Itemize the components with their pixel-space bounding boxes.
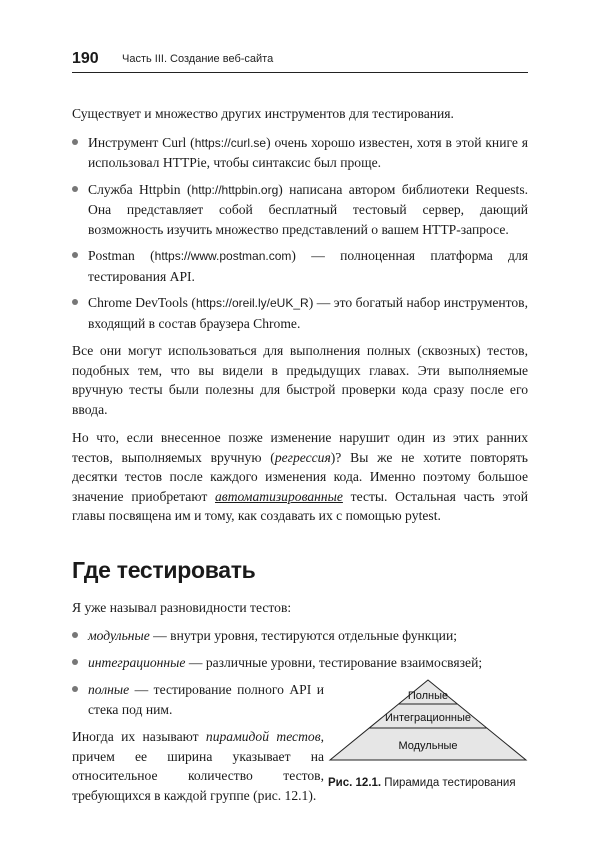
figure: [328, 678, 528, 793]
running-title: Часть III. Создание веб-сайта: [122, 53, 274, 65]
page-number: 190: [72, 50, 99, 67]
test-types-list-cont: [72, 680, 324, 719]
page-body: [72, 104, 528, 814]
list-item: Инструмент Curl (https://curl.se) очень хорошо известен, хотя в этой книге я использовал HTTPie, чтобы синтаксис был проще.: [72, 133, 528, 173]
list-item: модульные — внутри уровня, тестируются отдельные функции;: [72, 626, 528, 646]
test-types-list: [72, 626, 528, 672]
tools-list: [72, 133, 528, 334]
link[interactable]: http://httpbin.org: [191, 182, 279, 197]
paragraph: Но что, если внесенное позже изменение нарушит один из этих ранних тестов, выполняемых вручную (регрессия)? Вы же не хотите повторять десятки тестов после каждого изменения кода. Именно поэтому большое значение приобретают автоматизированные тесты. Остальная часть этой главы посвящена им и тому, как создавать их с помощью pytest.: [72, 430, 528, 523]
list-item: полные — тестирование полного API и стека под ним.: [72, 680, 324, 719]
figure-caption: Рис. 12.1. Пирамида тестирования: [328, 776, 516, 789]
page-header: [72, 50, 528, 73]
paragraph: Все они могут использоваться для выполнения полных (сквозных) тестов, подобных тем, что вы видели в предыдущих главах. Эти выполняемые вручную тесты были полезны для быстрой проверки кода сразу после его ввода.: [72, 343, 528, 417]
pyramid-level-label: Полные: [407, 690, 449, 702]
paragraph: Я уже называл разновидности тестов:: [72, 599, 292, 615]
link[interactable]: https://www.postman.com: [154, 249, 292, 263]
list-item: интеграционные — различные уровни, тестирование взаимосвязей;: [72, 653, 528, 673]
link[interactable]: https://curl.se: [194, 135, 267, 150]
list-item: Служба Httpbin (http://httpbin.org) написана автором библиотеки Requests. Она представляет собой бесплатный тестовый сервер, дающий возможность изучить множество представлений о вашем HTTP-запросе.: [72, 180, 528, 240]
paragraph: Иногда их называют пирамидой тестов, причем ее ширина указывает на относительное количество тестов, требующихся в каждой группе (рис. 12.1).: [72, 729, 325, 803]
test-pyramid-diagram: [328, 678, 528, 762]
pyramid-level-label: Интеграционные: [385, 712, 471, 724]
pyramid-level-label: Модульные: [398, 740, 458, 752]
list-item: Chrome DevTools (https://oreil.ly/eUK_R) — это богатый набор инструментов, входящий в состав браузера Chrome.: [72, 293, 528, 333]
intro-paragraph: Существует и множество других инструментов для тестирования.: [72, 106, 454, 121]
list-item: Postman (https://www.postman.com) — полноценная платформа для тестирования API.: [72, 246, 528, 286]
section-title: Где тестировать: [72, 556, 256, 583]
link[interactable]: https://oreil.ly/eUK_R: [195, 296, 309, 310]
